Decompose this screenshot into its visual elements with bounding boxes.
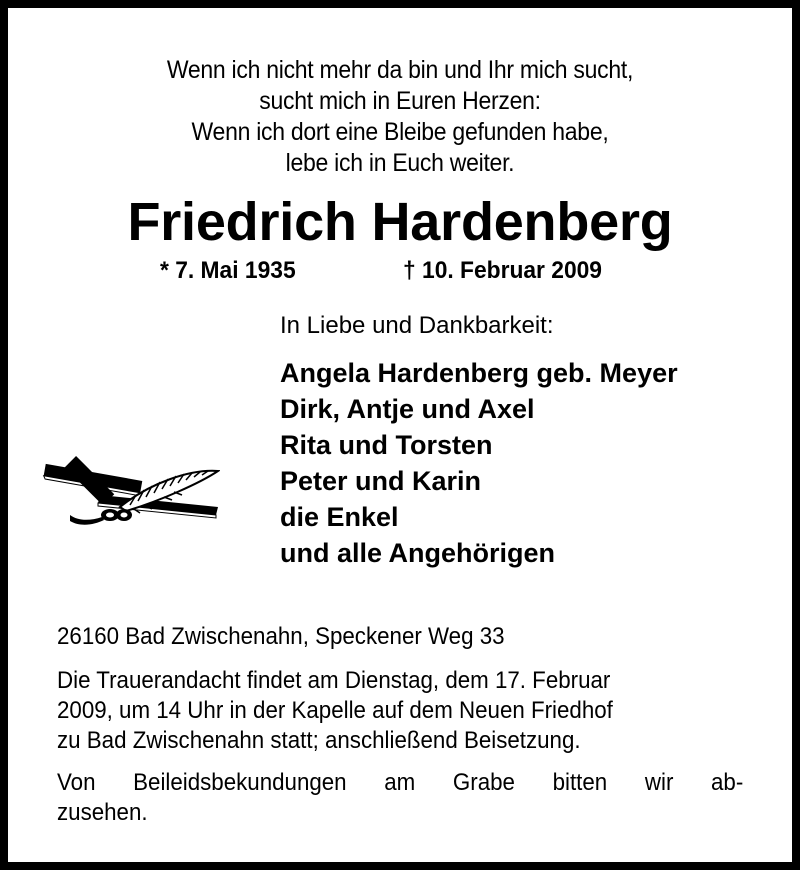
mourners-list	[280, 355, 678, 571]
condolence-request	[57, 768, 743, 828]
mourner-entry: Dirk, Antje und Axel	[280, 394, 535, 424]
ceremony-line: 2009, um 14 Uhr in der Kapelle auf dem Neuen Friedhof	[57, 697, 613, 724]
cross-with-palm-frond-icon	[40, 455, 220, 530]
word: ab-	[711, 769, 744, 796]
mourner-entry: die Enkel	[280, 502, 399, 532]
ceremony-details	[57, 666, 743, 756]
birth-date: * 7. Mai 1935	[160, 257, 296, 284]
condolence-line-1	[57, 768, 743, 798]
death-date: † 10. Februar 2009	[403, 257, 602, 284]
mourners-intro: In Liebe und Dankbarkeit:	[280, 312, 554, 339]
word: Von	[57, 769, 96, 796]
ceremony-line: zu Bad Zwischenahn statt; anschließend Beisetzung.	[57, 727, 581, 754]
address: 26160 Bad Zwischenahn, Speckener Weg 33	[57, 623, 505, 650]
mourner-entry: Rita und Torsten	[280, 430, 493, 460]
poem-line: lebe ich in Euch weiter.	[285, 149, 515, 177]
poem-line: Wenn ich dort eine Bleibe gefunden habe,	[191, 118, 609, 146]
word: am	[384, 769, 416, 796]
word: wir	[644, 769, 674, 796]
ceremony-line: Die Trauerandacht findet am Dienstag, dem 17. Februar	[57, 667, 611, 694]
poem	[32, 55, 768, 179]
word: Grabe	[452, 769, 515, 796]
word: Beileidsbekundungen	[133, 769, 347, 796]
deceased-name: Friedrich Hardenberg	[127, 192, 673, 252]
condolence-line-2: zusehen.	[57, 799, 148, 826]
mourner-entry: Angela Hardenberg geb. Meyer	[280, 358, 678, 388]
mourner-entry: Peter und Karin	[280, 466, 482, 496]
word: bitten	[552, 769, 608, 796]
poem-line: Wenn ich nicht mehr da bin und Ihr mich sucht,	[166, 56, 634, 84]
mourner-entry: und alle Angehörigen	[280, 538, 556, 568]
poem-line: sucht mich in Euren Herzen:	[259, 87, 541, 115]
